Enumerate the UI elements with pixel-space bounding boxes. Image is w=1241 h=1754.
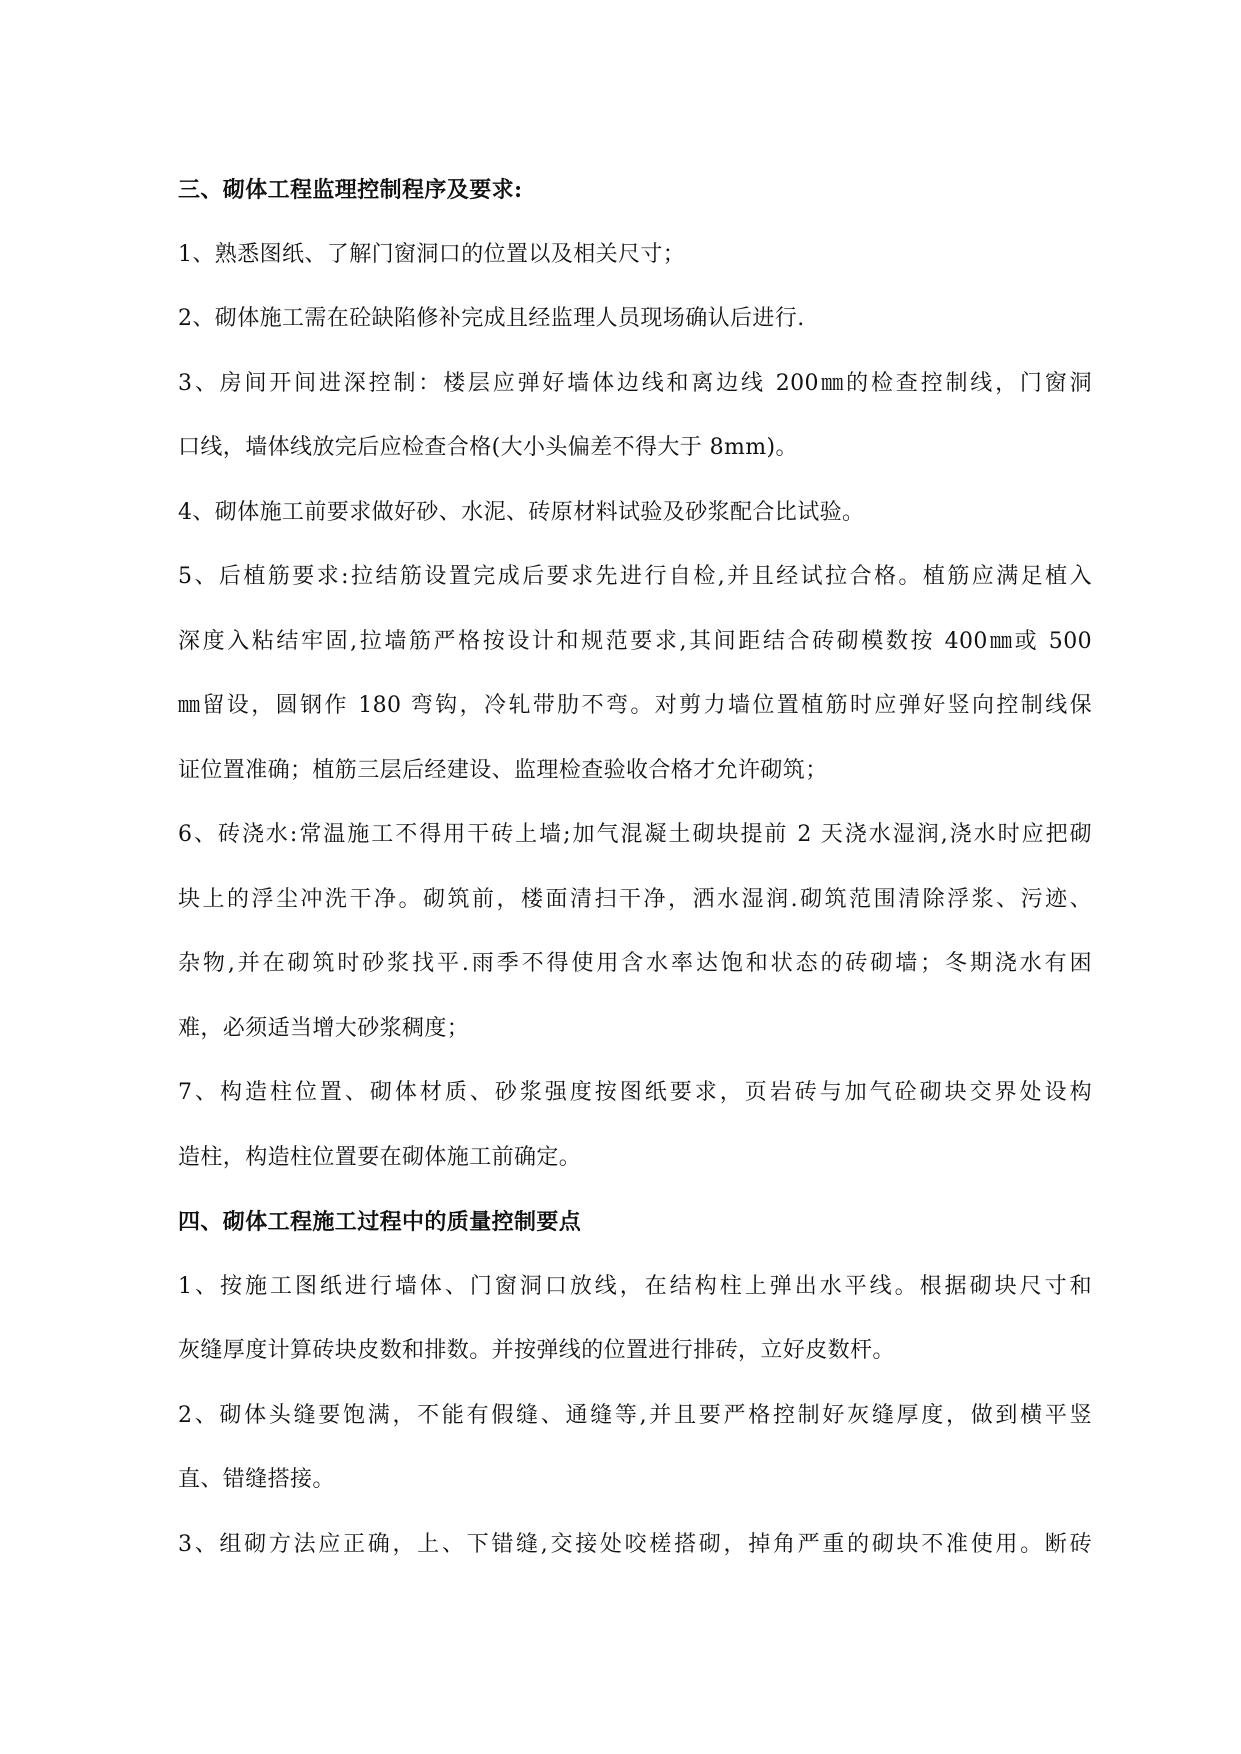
document-page (178, 158, 1092, 1577)
text-line: 1、熟悉图纸、了解门窗洞口的位置以及相关尺寸； (178, 241, 686, 267)
text-line: 4、砌体施工前要求做好砂、水泥、砖原材料试验及砂浆配合比试验。 (178, 499, 865, 525)
text-line: 1、按施工图纸进行墙体、门窗洞口放线，在结构柱上弹出水平线。根据砌块尺寸和 (178, 1273, 1092, 1299)
section-heading-4: 四、砌体工程施工过程中的质量控制要点 (178, 1209, 582, 1235)
text-line: 深度入粘结牢固,拉墙筋严格按设计和规范要求,其间距结合砖砌模数按 400㎜或 500 (178, 628, 1092, 654)
text-line: 3、组砌方法应正确，上、下错缝,交接处咬槎搭砌，掉角严重的砌块不准使用。断砖 (178, 1531, 1092, 1557)
text-line: 难，必须适当增大砂浆稠度； (178, 1015, 470, 1041)
text-line: 7、构造柱位置、砌体材质、砂浆强度按图纸要求，页岩砖与加气砼砌块交界处设构 (178, 1080, 1092, 1105)
text-line: 造柱，构造柱位置要在砌体施工前确定。 (178, 1144, 582, 1170)
section-heading-3: 三、砌体工程监理控制程序及要求: (178, 177, 523, 203)
text-line: 灰缝厚度计算砖块皮数和排数。并按弹线的位置进行排砖，立好皮数杆。 (178, 1338, 895, 1363)
text-line: 2、砌体施工需在砼缺陷修补完成且经监理人员现场确认后进行. (178, 306, 805, 331)
text-line: 杂物,并在砌筑时砂浆找平.雨季不得使用含水率达饱和状态的砖砌墙；冬期浇水有困 (178, 951, 1092, 976)
text-line: 口线，墙体线放完后应检查合格(大小头偏差不得大于 8mm)。 (178, 435, 798, 460)
text-line: 3、房间开间进深控制：楼层应弹好墙体边线和离边线 200㎜的检查控制线，门窗洞 (178, 370, 1092, 396)
text-line: 2、砌体头缝要饱满，不能有假缝、通缝等,并且要严格控制好灰缝厚度，做到横平竖 (178, 1402, 1092, 1428)
text-line: 6、砖浇水:常温施工不得用干砖上墙;加气混凝土砌块提前 2 天浇水湿润,浇水时应把砌 (178, 822, 1092, 847)
text-line: 块上的浮尘冲洗干净。砌筑前，楼面清扫干净，洒水湿润.砌筑范围清除浮浆、污迹、 (178, 886, 1092, 912)
text-line: ㎜留设，圆钢作 180 弯钩，冷轧带肋不弯。对剪力墙位置植筋时应弹好竖向控制线保 (178, 693, 1092, 718)
text-line: 5、后植筋要求:拉结筋设置完成后要求先进行自检,并且经试拉合格。植筋应满足植入 (178, 564, 1092, 589)
text-line: 证位置准确；植筋三层后经建设、监理检查验收合格才允许砌筑； (178, 757, 828, 783)
text-line: 直、错缝搭接。 (178, 1467, 335, 1492)
